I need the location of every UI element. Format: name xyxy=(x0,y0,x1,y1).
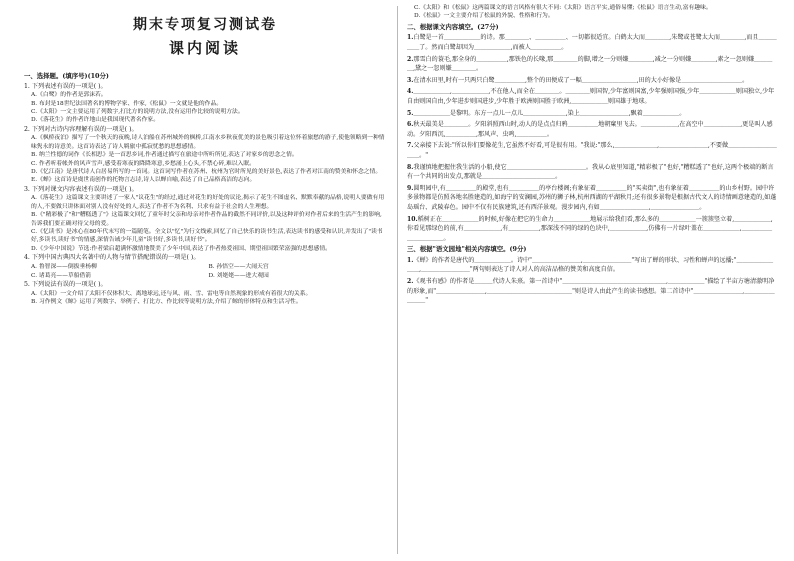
option-c: C.《太阳》一文主要运用了列数字,打比方的说明方法,没有运用作比较的说明方法。 xyxy=(31,109,244,115)
option-d: D.《忆江南》是唐代诗人白居易所写的一首词。这首词写作者在苏州、杭州为官时所见的美好景色,表达了作者对江南的赞美和怀念之情。 xyxy=(31,169,382,176)
option-a: A.《枫桥夜泊》描写了一个秋天的夜晚,诗人泊船在苏州城外的枫桥,江南水乡秋夜优美的景色吸引着这位怀着旅愁的游子,使他领略到一种情味隽永的诗意美。这首诗表达了诗人羁旅中孤寂忧愁的思想感情。 xyxy=(31,135,385,150)
item-number: 3. xyxy=(407,76,414,84)
carry-option-d: D.《松鼠》一文主要介绍了松鼠的外貌、性格和行为。 xyxy=(414,13,554,20)
question-stem: 4. 下列中国古典四大名著中的人物与情节搭配错误的一项是( )。 xyxy=(24,254,200,262)
question-3 xyxy=(24,186,386,253)
column-divider xyxy=(397,6,398,554)
section-heading: 三、根据"语文园地"相关内容填空。(9分) xyxy=(407,245,527,254)
item-number: 6. xyxy=(407,121,414,129)
option-a: A. 鲁智深——倒拔垂杨柳 xyxy=(31,263,97,270)
item-number: 10. xyxy=(407,215,418,223)
fill-item-5 xyxy=(407,109,777,119)
item-text: 秋天最美是＿＿＿＿。夕阳斜照西山时,动人的是点点归鸦＿＿＿＿＿地朝窠里飞去。＿＿＿＿＿＿,在高空中＿＿＿＿＿＿,更是叫人感动。夕阳西沉,＿＿＿＿＿,那风声、虫鸣,＿＿＿＿＿。 xyxy=(407,121,773,138)
item-number: 4. xyxy=(407,88,414,96)
carry-option-c: C.《太阳》和《松鼠》这两篇课文的语言风格有很大不同:《太阳》语言平实,通俗易懂;《松鼠》语言生动,富有趣味。 xyxy=(414,5,712,11)
item-number: 8. xyxy=(407,163,414,171)
fill-item-6 xyxy=(407,120,777,139)
option-d: D.《少年中国说》节选:作者梁启超满怀激情地赞美了少年中国,表达了作者热爱祖国、期望祖国繁荣富强的思想感情。 xyxy=(31,245,331,252)
section-heading: 一、选择题。(填序号)(10分) xyxy=(24,72,109,80)
item-text: ＿＿＿＿＿＿是黎明。东方一点儿一点儿＿＿＿＿＿＿＿,染上＿＿＿＿＿＿＿＿,飘着＿＿＿＿＿＿。 xyxy=(413,109,686,117)
option-b: B. 纳兰性德的词作《长相思》是一首思乡词,作者通过描写在旅途中所听所见,表达了对家乡的思念之情。 xyxy=(31,152,298,159)
page-title: 期末专项复习测试卷 xyxy=(133,17,277,33)
item-text: 圆明园中,有＿＿＿＿＿的殿堂,也有＿＿＿＿＿的亭台楼阁;有象征着＿＿＿＿＿的"买卖街",也有象征着＿＿＿＿＿的山乡村野。园中许多景物都是仿照各地名胜建造的,如海宁的安澜园,苏州的狮子林,杭州西湖的平湖秋月;还有很多景物是根据古代文人的诗情画意建造的,如蓬岛瑶台、武陵春色。园中不仅有民族建筑,还有西洋景观。漫步园内,有如＿＿＿＿＿＿＿＿,＿＿＿＿＿＿＿＿。 xyxy=(407,184,777,211)
question-4 xyxy=(24,254,386,280)
option-c: C. 作者听着帐外的风声雪声,感受着寒夜的降降寒意,乡愁涌上心头,不禁心碎,难以入眠。 xyxy=(31,160,255,167)
item-text: 《观书有感》的作者是＿＿＿代诗人朱熹。第一首诗中"＿＿＿＿＿＿＿＿＿＿＿＿＿＿＿＿＿,＿＿＿＿＿＿"描绘了半亩方塘清澈明净的形象,而"＿＿＿＿＿＿＿＿,＿＿＿＿＿＿＿＿＿＿＿＿＿＿"则是诗人由此产生的读书感想。第二首诗中"＿＿＿＿＿＿＿＿,＿＿＿＿＿＿＿＿" xyxy=(407,278,775,305)
item-number: 7. xyxy=(407,142,414,150)
option-a: A.《白鹭》的作者是郭沫若。 xyxy=(31,92,107,99)
question-stem: 1. 下列表述有误的一项是( )。 xyxy=(24,82,107,90)
item-number: 5. xyxy=(407,109,414,117)
option-e: E.《蝉》这首诗是虞世南创作的托物言志诗,诗人以蝉自喻,表达了自己品格高洁的志向。 xyxy=(31,177,256,184)
fill-item-1 xyxy=(407,33,777,52)
question-stem: 3. 下列对课文内容表述有误的一项是( )。 xyxy=(24,185,138,193)
option-d: D.《落花生》的作者许地山是我国现代著名作家。 xyxy=(31,117,160,124)
fill-item-7 xyxy=(407,141,777,160)
option-a: A.《落花生》这篇课文主要讲述了一家人"议花生"的经过,通过对花生的好处的议论,揭示了花生不图虚名、默默奉献的品格,说明人要做有用的人,不要做只讲体面对别人没有好处的人,表达了作者不为名利、只求有益于社会的人生理想。 xyxy=(31,195,385,210)
option-a: A.《太阳》一文介绍了太阳不仅体积大、离地球远,还与风、雨、雪、雷电等自然现象的形成有着很大的关系。 xyxy=(31,291,312,298)
option-grid xyxy=(24,263,386,281)
fill-item-4 xyxy=(407,87,777,106)
section-heading: 二、根据课文内容填空。(27分) xyxy=(407,22,499,31)
fill-item-s3-1 xyxy=(407,256,777,275)
item-text: 白鹭是一首＿＿＿＿＿＿的诗。那＿＿＿＿、＿＿＿＿＿、一切都很适宜。白鹤太大而＿＿＿＿,朱鹭或苍鹭太大而＿＿＿＿,而且＿＿＿＿＿了。然而白鹭却因为＿＿＿＿＿＿,而被人＿＿＿＿＿。 xyxy=(407,34,777,51)
item-number: 2. xyxy=(407,55,414,63)
question-5 xyxy=(24,281,386,306)
left-column xyxy=(24,0,386,561)
fill-item-10 xyxy=(407,215,777,244)
item-text: 那雪白的蓑毛,那全身的＿＿＿＿＿,那铁色的长喙,那＿＿＿＿的脚,增之一分则嫌＿＿＿＿,减之一分则嫌＿＿＿＿,素之一忽则嫌＿＿＿＿,黛之一忽则嫌＿＿＿＿。 xyxy=(407,55,773,73)
question-1 xyxy=(24,83,386,125)
option-c: C. 诸葛亮——草船借箭 xyxy=(31,272,92,279)
fill-item-s3-2 xyxy=(407,277,777,306)
item-number: 1. xyxy=(407,34,414,42)
option-b: B.《"精彩极了"和"糟糕透了"》这篇课文回忆了童年时父亲和母亲对作者作品的截然不同评价,以及这种评价对作者后来的生活产生的影响,告诉我们要正确对待父母的爱。 xyxy=(31,212,382,227)
option-b: B. 习作例文《鲸》运用了列数字、举例子、打比方、作比较等说明方法,介绍了鲸的形体特点和生活习性。 xyxy=(31,299,302,306)
fill-item-3 xyxy=(407,76,777,86)
question-stem: 5. 下列说法有误的一项是( )。 xyxy=(24,281,107,289)
item-text: 稻树正在＿＿＿＿＿＿的时候,好像在把它的生命力＿＿＿＿＿＿地展示给我们看,那么多的＿＿＿＿＿＿一簇簇竖立着,＿＿＿＿＿＿,你看见那绿色的前,有＿＿＿＿＿＿,有＿＿＿＿＿,那深浅不同的绿的色块中,＿＿＿＿＿＿,仿佛有一片绿叶盖在＿＿＿＿＿＿,＿＿＿＿＿＿＿＿＿＿＿。 xyxy=(407,215,773,242)
item-number: 2. xyxy=(407,278,414,286)
question-2 xyxy=(24,126,386,185)
option-b: B. 孙悟空——大闹天宫 xyxy=(208,263,269,270)
item-text: 父亲接下去说:"所以你们要像花生,它虽然不好看,可是很有用。"我说:"那么,＿＿＿＿＿＿＿,＿＿＿＿＿＿＿＿,不要做＿＿＿＿＿＿＿＿＿＿。" xyxy=(407,142,777,159)
question-stem: 2. 下列对古诗内容理解有误的一项是( )。 xyxy=(24,125,138,133)
item-number: 1. xyxy=(407,256,414,264)
item-text: ＿＿＿＿＿＿,＿＿＿＿＿＿,不在他人,而全在＿＿＿＿。＿＿＿＿则国智,少年富则国富,少年强则国强,少年＿＿＿＿＿＿则国独立,少年自由则国自由,少年进步则国进步,少年胜于欧洲则国胜于欧洲,＿＿＿＿＿＿则国雄于地球。 xyxy=(407,88,775,105)
option-d: D. 刘姥姥——进大观园 xyxy=(208,272,269,279)
item-text: 我谨慎地把握住我生活的小船,使它＿＿＿＿＿＿＿＿＿＿＿＿＿。我从心底里知道,"精彩极了"也好,"糟糕透了"也好,这两个极端的断言有一个共同的出发点,那就是＿＿＿＿＿＿＿＿＿＿＿＿。 xyxy=(407,163,774,181)
item-number: 9. xyxy=(407,184,414,192)
page-subtitle: 课内阅读 xyxy=(168,39,241,57)
fill-item-9 xyxy=(407,184,777,213)
right-column xyxy=(407,0,777,561)
option-b: B. 布封是18世纪法国著名的博物学家、作家,《松鼠》一文就是他的作品。 xyxy=(31,100,223,107)
fill-item-8 xyxy=(407,163,777,182)
fill-item-2 xyxy=(407,55,777,74)
item-text: 《蝉》的作者是唐代的＿＿＿＿＿＿。诗中"＿＿＿＿＿＿＿＿,＿＿＿＿＿＿＿＿"写出了蝉的形状、习性和蝉声的远播;"＿＿＿＿＿＿＿＿,＿＿＿＿＿＿＿＿"两句则表达了诗人对人的高洁品格的赞美和高度自信。 xyxy=(407,256,774,274)
option-c: C.《忆读书》是冰心在80年代末写的一篇随笔。全文以"忆"为行文线索,回忆了自己快乐的读书生活,表达读书的感受和认识,并发出了"读书好,多读书,读好书"的情感,深情告诫少年儿童"读书好,多读书,读好书"。 xyxy=(31,229,383,244)
item-text: 在清水田里,时有一只两只白鹭＿＿＿＿＿,整个的田便成了一幅＿＿＿＿＿＿＿＿＿,田的大小好像是＿＿＿＿＿＿＿＿＿＿。 xyxy=(413,76,749,84)
